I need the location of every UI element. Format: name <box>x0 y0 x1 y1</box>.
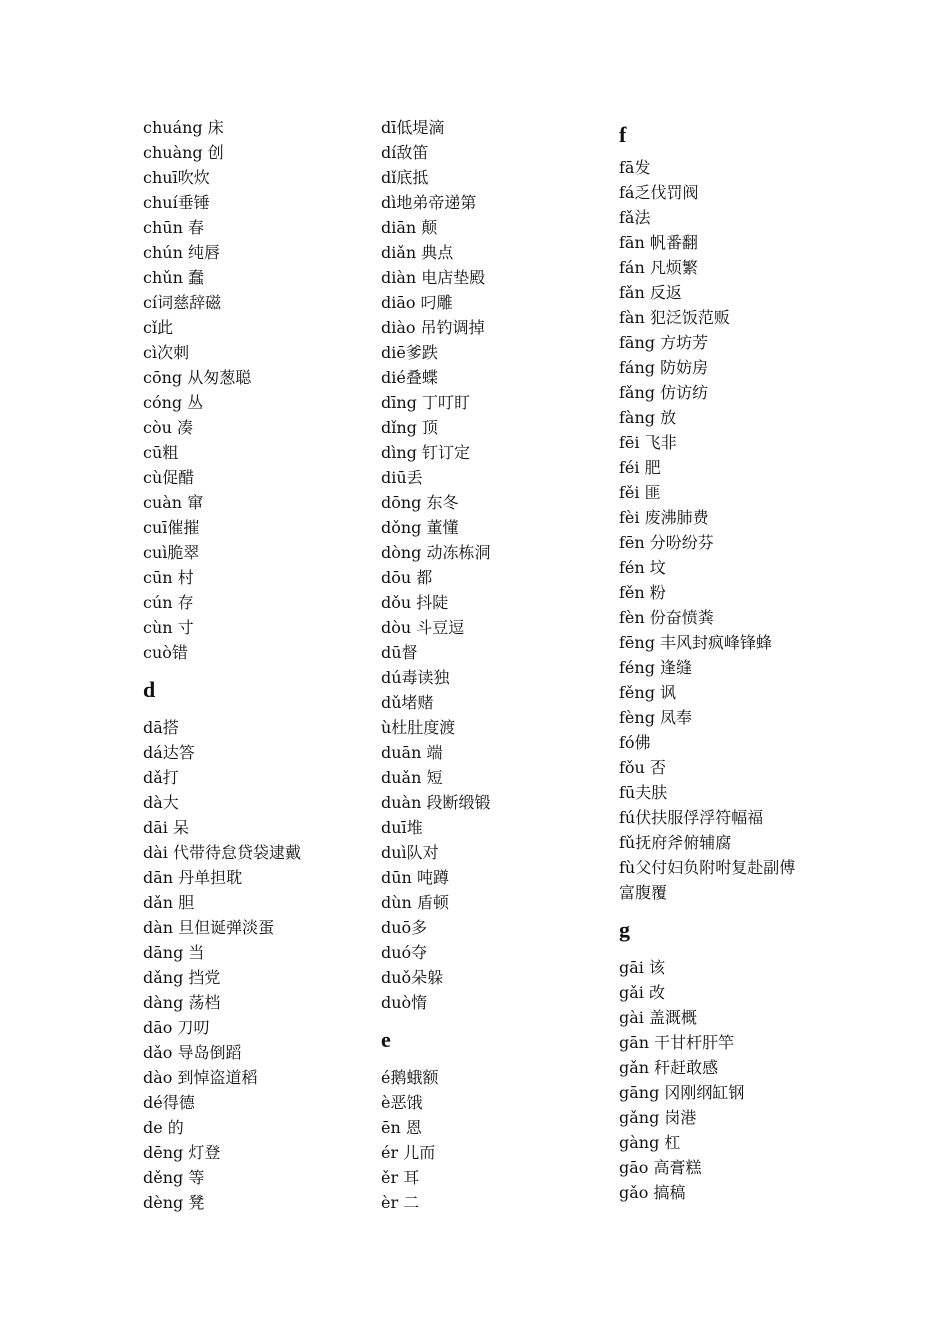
pinyin-entry: duì队对 <box>381 843 439 862</box>
pinyin-entry: gǎn 秆赶敢感 <box>619 1058 719 1077</box>
pinyin-entry: fèn 份奋愤粪 <box>619 608 714 627</box>
pinyin-entry: èr 二 <box>381 1193 420 1212</box>
pinyin-entry: diào 吊钓调掉 <box>381 318 485 337</box>
pinyin-entry: fó佛 <box>619 733 651 752</box>
pinyin-entry: è恶饿 <box>381 1093 423 1112</box>
pinyin-entry: fū夫肤 <box>619 783 668 802</box>
pinyin-entry: cōng 从匆葱聪 <box>143 368 252 387</box>
pinyin-entry: cún 存 <box>143 593 194 612</box>
pinyin-entry: duǒ朵躲 <box>381 968 444 987</box>
pinyin-entry: de 的 <box>143 1118 184 1137</box>
pinyin-entry: duǎn 短 <box>381 768 443 787</box>
pinyin-entry: diē爹跌 <box>381 343 438 362</box>
pinyin-entry: dǎng 挡党 <box>143 968 221 987</box>
pinyin-entry: dòng 动冻栋洞 <box>381 543 491 562</box>
pinyin-entry: é鹅蛾额 <box>381 1068 439 1087</box>
pinyin-entry: dǎ打 <box>143 768 179 787</box>
pinyin-entry: fù父付妇负附咐复赴副傅 <box>619 858 796 877</box>
pinyin-entry: ù杜肚度渡 <box>381 718 456 737</box>
pinyin-entry: diū丢 <box>381 468 423 487</box>
column-3 <box>619 115 854 1205</box>
pinyin-entry: dàng 荡档 <box>143 993 221 1012</box>
pinyin-entry: cù促醋 <box>143 468 195 487</box>
pinyin-entry: dòu 斗豆逗 <box>381 618 465 637</box>
pinyin-entry: chuàng 创 <box>143 143 224 162</box>
pinyin-entry: gāo 高膏糕 <box>619 1158 702 1177</box>
pinyin-entry: děng 等 <box>143 1168 205 1187</box>
pinyin-entry: fén 坟 <box>619 558 666 577</box>
pinyin-entry: diàn 电店垫殿 <box>381 268 486 287</box>
pinyin-entry: fān 帆番翻 <box>619 233 698 252</box>
pinyin-entry: féng 逢缝 <box>619 658 693 677</box>
pinyin-entry: chuáng 床 <box>143 118 224 137</box>
pinyin-entry: ēn 恩 <box>381 1118 422 1137</box>
pinyin-entry: dú毒读独 <box>381 668 450 687</box>
pinyin-entry: fǒu 否 <box>619 758 666 777</box>
pinyin-entry: dǒu 抖陡 <box>381 593 449 612</box>
pinyin-entry: dá达答 <box>143 743 195 762</box>
pinyin-entry: duī堆 <box>381 818 423 837</box>
pinyin-entry: fú伏扶服俘浮符幅福 <box>619 808 764 827</box>
pinyin-entry: diān 颠 <box>381 218 438 237</box>
pinyin-entry: dǐng 顶 <box>381 418 438 437</box>
column-2 <box>381 115 616 1215</box>
pinyin-entry: cǐ此 <box>143 318 174 337</box>
pinyin-entry: fèi 废沸肺费 <box>619 508 709 527</box>
pinyin-entry: dāng 当 <box>143 943 205 962</box>
pinyin-entry: dìng 钉订定 <box>381 443 470 462</box>
pinyin-entry: fēn 分吩纷芬 <box>619 533 714 552</box>
pinyin-entry: duò惰 <box>381 993 428 1012</box>
pinyin-entry: gāi 该 <box>619 958 665 977</box>
pinyin-entry: gàng 杠 <box>619 1133 681 1152</box>
pinyin-entry: dǐ底抵 <box>381 168 429 187</box>
pinyin-entry: dǎn 胆 <box>143 893 195 912</box>
pinyin-entry: fèng 凤奉 <box>619 708 693 727</box>
pinyin-entry: ér 儿而 <box>381 1143 436 1162</box>
section-heading-f: f <box>619 122 627 147</box>
pinyin-entry: dǒng 董懂 <box>381 518 459 537</box>
pinyin-entry: dà大 <box>143 793 179 812</box>
pinyin-entry: gǎng 岗港 <box>619 1108 697 1127</box>
pinyin-entry: dāi 呆 <box>143 818 189 837</box>
pinyin-entry: dèng 凳 <box>143 1193 205 1212</box>
pinyin-entry: chuī吹炊 <box>143 168 210 187</box>
pinyin-entry: dī低堤滴 <box>381 118 445 137</box>
pinyin-entry: cuì脆翠 <box>143 543 200 562</box>
pinyin-entry: fēng 丰风封疯峰锋蜂 <box>619 633 773 652</box>
pinyin-entry: fá乏伐罚阀 <box>619 183 699 202</box>
pinyin-entry: dǎo 导岛倒蹈 <box>143 1043 242 1062</box>
pinyin-entry: fěi 匪 <box>619 483 661 502</box>
column-1 <box>143 115 378 1215</box>
pinyin-entry: dào 到悼盗道稻 <box>143 1068 258 1087</box>
pinyin-entry: chǔn 蠢 <box>143 268 204 287</box>
pinyin-entry: gāng 冈刚纲缸钢 <box>619 1083 745 1102</box>
pinyin-entry: duó夺 <box>381 943 428 962</box>
pinyin-entry: gǎo 搞稿 <box>619 1183 686 1202</box>
pinyin-entry: dēng 灯登 <box>143 1143 221 1162</box>
pinyin-entry: dīng 丁叮盯 <box>381 393 470 412</box>
pinyin-entry: cì次刺 <box>143 343 190 362</box>
section-heading-g: g <box>619 917 630 942</box>
pinyin-entry: dé得德 <box>143 1093 195 1112</box>
pinyin-entry: dùn 盾顿 <box>381 893 449 912</box>
pinyin-entry: fāng 方坊芳 <box>619 333 709 352</box>
pinyin-entry: dū督 <box>381 643 418 662</box>
pinyin-entry: diǎn 典点 <box>381 243 454 262</box>
pinyin-entry: gài 盖溉概 <box>619 1008 697 1027</box>
pinyin-entry: cóng 丛 <box>143 393 204 412</box>
pinyin-entry: 富腹覆 <box>619 883 668 902</box>
pinyin-entry: fēi 飞非 <box>619 433 677 452</box>
pinyin-entry: chuí垂锤 <box>143 193 210 212</box>
pinyin-entry: dān 丹单担耽 <box>143 868 243 887</box>
pinyin-entry: fǎng 仿访纺 <box>619 383 709 402</box>
pinyin-entry: cūn 村 <box>143 568 194 587</box>
pinyin-entry: cū粗 <box>143 443 179 462</box>
pinyin-entry: dāo 刀叨 <box>143 1018 210 1037</box>
pinyin-entry: fěng 讽 <box>619 683 677 702</box>
pinyin-entry: gān 干甘杆肝竿 <box>619 1033 735 1052</box>
pinyin-entry: fàng 放 <box>619 408 677 427</box>
pinyin-entry: dā搭 <box>143 718 179 737</box>
pinyin-entry: fā发 <box>619 158 651 177</box>
pinyin-entry: fěn 粉 <box>619 583 666 602</box>
pinyin-entry: dài 代带待怠贷袋逮戴 <box>143 843 301 862</box>
pinyin-entry: dǔ堵赌 <box>381 693 434 712</box>
pinyin-entry: dōu 都 <box>381 568 433 587</box>
pinyin-entry: cuī催摧 <box>143 518 200 537</box>
pinyin-entry: duō多 <box>381 918 428 937</box>
pinyin-entry: dūn 吨蹲 <box>381 868 449 887</box>
pinyin-entry: fǔ抚府斧俯辅腐 <box>619 833 732 852</box>
section-heading-e: e <box>381 1027 391 1052</box>
section-heading-d: d <box>143 677 156 702</box>
pinyin-entry: dí敌笛 <box>381 143 429 162</box>
pinyin-entry: chūn 春 <box>143 218 204 237</box>
pinyin-entry: fàn 犯泛饭范贩 <box>619 308 730 327</box>
pinyin-entry: ěr 耳 <box>381 1168 420 1187</box>
pinyin-entry: fáng 防妨房 <box>619 358 709 377</box>
pinyin-entry: gǎi 改 <box>619 983 665 1002</box>
pinyin-entry: dié叠蝶 <box>381 368 438 387</box>
pinyin-entry: dàn 旦但诞弹淡蛋 <box>143 918 275 937</box>
pinyin-entry: fǎn 反返 <box>619 283 682 302</box>
pinyin-entry: còu 凑 <box>143 418 193 437</box>
pinyin-entry: dì地弟帝递第 <box>381 193 477 212</box>
pinyin-entry: cuàn 窜 <box>143 493 204 512</box>
pinyin-entry: féi 肥 <box>619 458 661 477</box>
pinyin-entry: cuò错 <box>143 643 188 662</box>
pinyin-entry: chún 纯唇 <box>143 243 220 262</box>
pinyin-entry: dōng 东冬 <box>381 493 459 512</box>
pinyin-entry: diāo 叼雕 <box>381 293 453 312</box>
pinyin-entry: cí词慈辞磁 <box>143 293 222 312</box>
pinyin-entry: cùn 寸 <box>143 618 194 637</box>
pinyin-entry: fǎ法 <box>619 208 651 227</box>
pinyin-entry: fán 凡烦繁 <box>619 258 698 277</box>
pinyin-entry: duàn 段断缎锻 <box>381 793 491 812</box>
pinyin-entry: duān 端 <box>381 743 443 762</box>
